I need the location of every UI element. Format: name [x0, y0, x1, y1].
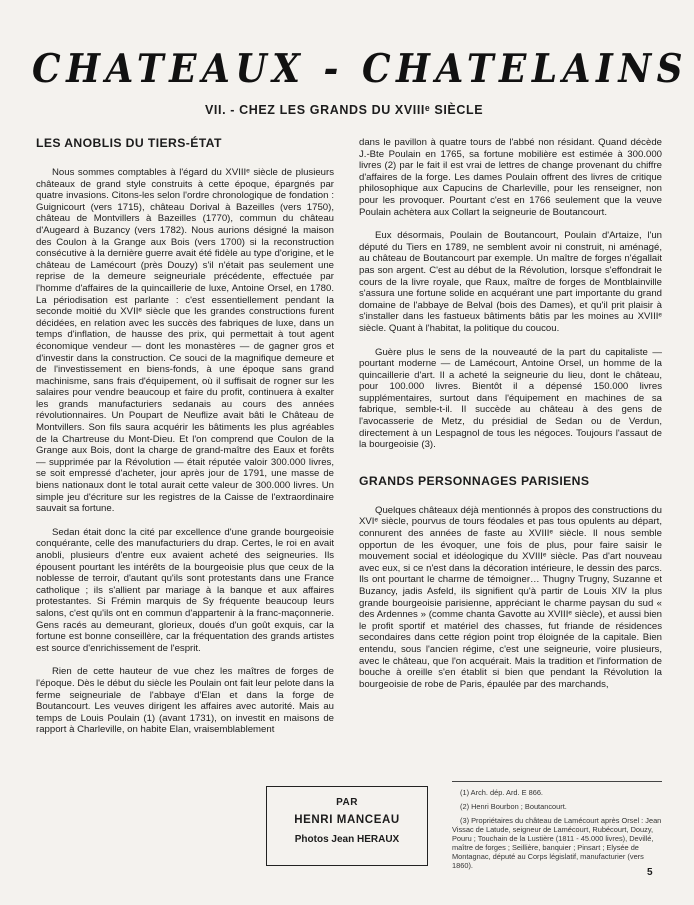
- footnote: (1) Arch. dép. Ard. E 866.: [460, 788, 543, 797]
- paragraph: Eux désormais, Poulain de Boutancourt, Poulain d'Artaize, l'un député du Tiers en 1789, ne semblent avoir ni construit, ni aménagé, au château de Boutancourt par exemple. Un maître de forges n'égallait pas son argent. C'est au début de la Révolution, lorsque s'effondrait le cours de la livre royale, que Raux, maître de forges de Montblainville s'assura une fortune solide en acquérant une part importante du grand domaine de l'abbaye de Belval (bois des Dames), et qu'il prit plaisir à s'installer dans les fastueux bâtiments bâtis par les moines au XVIIIᵉ siècle. Quant à l'habitat, la politique du coucou.: [359, 230, 662, 334]
- paragraph: Sedan était donc la cité par excellence d'une grande bourgeoisie conquérante, celle des manufacturiers du drap. Certes, le roi en avait anobli, plusieurs d'entre eux avaient acheté des seigneuries. Ils épousent pourtant les intérêts de la bourgeoisie plus que ceux de la noblesse de terroir, d'autant qu'ils sont protestants dans une France catholique ; ils s'allient par mariage à la banque et aux affaires protestantes. Si Frémin marquis de Sy fréquente beaucoup leurs salons, c'est qu'ils ont en commun d'appartenir à la franc-maçonnerie. Gens racés au demeurant, glorieux, doués d'un goût exquis, car la fortune est bonne conseillère, car la fréquentation des grands artistes est source d'enrichissement de l'esprit.: [36, 526, 334, 654]
- left-column: [36, 130, 334, 748]
- paragraph: Nous sommes comptables à l'égard du XVIIIᵉ siècle de plusieurs châteaux de grand style construits à cette époque, épargnés par quatre invasions. Citons-les selon l'ordre chronologique de fondation : Guignicourt (vers 1715), château Dorival à Bazeilles (vers 1750), château de Montvillers à Bazeilles (1770), commun du château d'Augeard à Buzancy (vers 1782). Nous aurions désigné la maison des Coulon à la Grange aux Bois (vers 1700) si la reconstruction consécutive à la dernière guerre avait été fidèle au type d'origine, et le château de Lamécourt (près Douzy) s'il n'était pas seulement une reprise de la demeure seigneuriale précédente, effectuée par l'homme d'affaires de la quincaillerie de luxe, Antoine Orsel, en 1780. La périodisation est parlante : c'est essentiellement pendant la seconde moitié du XVIIᵉ siècle que les grandes constructions furent décidées, en relation avec les succès des fabriques de luxe, dans un temps d'inflation, de hausse des prix, qui permettait à tout agent économique vendeur — dont les monastères — de gagner gros et d'investir dans la construction. Ce souci de la magnifique demeure et de l'investissement en biens-fonds, à une époque sans grand machinisme, sans frais d'équipement, où il suffisait de rogner sur les salaires pour vendre beaucoup et faire du profit, continuera à exalter les grands manufacturiers sedanais au cours des années révolutionnaires. Un Poupart de Neuflize avait bâti le Château de Montvillers. Son fils saura acquérir les bâtiments les plus agréables de la Chartreuse du Mont-Dieu. Et l'on comprend que Coulon de la Grange aux Bois, dont la charge de grand-maître des Eaux et forêts — supprimée par la Révolution — était réputée valoir 300.000 livres, se soit empressé d'acheter, jour après jour de 1791, une masse de biens nationaux dont le total aurait cette valeur de 300.000 livres. Un simple jeu d'écriture sur les registres de la Caisse de l'extraordinaire sauvait sa fortune.: [36, 167, 334, 515]
- footnotes: [452, 788, 666, 875]
- right-column: [359, 137, 662, 702]
- section-heading-parisiens: GRANDS PERSONNAGES PARISIENS: [359, 473, 590, 488]
- main-title: CHATEAUX - CHATELAINS: [32, 46, 689, 92]
- section-heading-anoblis: LES ANOBLIS DU TIERS-ÉTAT: [36, 136, 222, 150]
- paragraph: Quelques châteaux déjà mentionnés à propos des constructions du XVIᵉ siècle, pourvus de tours féodales et pas tous opulents au départ, connurent des années de faste au XVIIIᵉ siècle. Il nous semble opportun de les évoquer, une fois de plus, pour faire saisir le mouvement social et idéologique du XVIIIᵉ siècle. Pas d'art nouveau avec eux, si ce n'est dans la décoration intérieure, le dessin des parcs. Ils ont pourtant le charme de témoigner… Thugny Trugny, Suzanne et Buzancy, jadis Asfeld, ils signifient qu'à partir de Louis XIV la plus grande bourgeoisie parisienne, appréciant le charme paysan du sud « des Ardennes » (comme chanta Gavotte au XVIIIᵉ siècle), et aussi bien le profit sportif et matériel des chasses, fut friande de résidences secondaires dans cette région point trop éloignée de la capitale. Bien entendu, sous l'ancien régime, c'est une seigneurie, voire plusieurs, avec le château, que l'on acquérait. Mais la tradition et l'information de bouche à oreille s'en établit si bien que pendant la Révolution la bourgeoisie de robe de Paris, épaulée par des marchands,: [359, 504, 662, 690]
- footnote-divider: [452, 781, 662, 782]
- author-name: HENRI MANCEAU: [294, 814, 400, 826]
- paragraph: dans le pavillon à quatre tours de l'abbé non résidant. Quand décède J.-Bte Poulain en 1765, sa fortune mobilière est estimée à 300.000 livres (2) par le fait il est vrai de lettres de change provenant du chiffre d'affaires de la forge. Les dames Poulain offrent des livres de critique philosophique aux Capucins de Charleville, pour les renseigner, non pour les provoquer. Pourtant c'est en 1766 seulement que la veuve Poulain achètera aux Collart la seigneurie de Boutancourt.: [359, 137, 662, 218]
- footnote: (2) Henri Bourbon ; Boutancourt.: [460, 802, 567, 811]
- footnote: (3) Propriétaires du château de Lamécourt après Orsel : Jean Vissac de Latude, seigneur de Lamécourt, Rubécourt, Douzy, Pouru ; Touchain de la Lustière (1811 - 45.000 livres), Devillé, maître de forges ; Seillière, banquier ; Pinsart ; Elysée de Montagnac, député au Corps législatif, manufacturier (vers 1860).: [452, 816, 662, 870]
- page-number: 5: [647, 867, 653, 878]
- author-by-label: PAR: [336, 797, 358, 808]
- author-box: [266, 786, 428, 866]
- paragraph: Rien de cette hauteur de vue chez les maîtres de forges de l'époque. Dès le début du siècle les Poulain ont fait leur pelote dans la ferme seigneuriale de l'abbaye d'Elan et dans la forge de Boutancourt. Les veuves dirigent les affaires avec autorité. Mais au temps de Louis Poulain (1) (avant 1731), on investit en maisons de rapport à Charleville, on habite Elan, vraisemblablement: [36, 666, 334, 736]
- subtitle: VII. - CHEZ LES GRANDS DU XVIIIᵉ SIÈCLE: [205, 103, 484, 117]
- photo-credit: Photos Jean HERAUX: [294, 834, 400, 845]
- paragraph: Guère plus le sens de la nouveauté de la part du capitaliste — pourtant moderne — de Lamécourt, Antoine Orsel, un homme de la quincaillerie d'art. Il a acheté la seigneurie du lieu, dont le château, pour 100.000 livres. Bientôt il a dépensé 150.000 livres supplémentaires, surtout dans l'équipement en machines de sa fabrique, semble-t-il. Il succède au château à des gens de l'avocasserie de Metz, du présidial de Sedan ou de Verdun, directement à un Lespagnol de tous les négoces. Toujours l'assaut de la bourgeoisie (3).: [359, 346, 662, 451]
